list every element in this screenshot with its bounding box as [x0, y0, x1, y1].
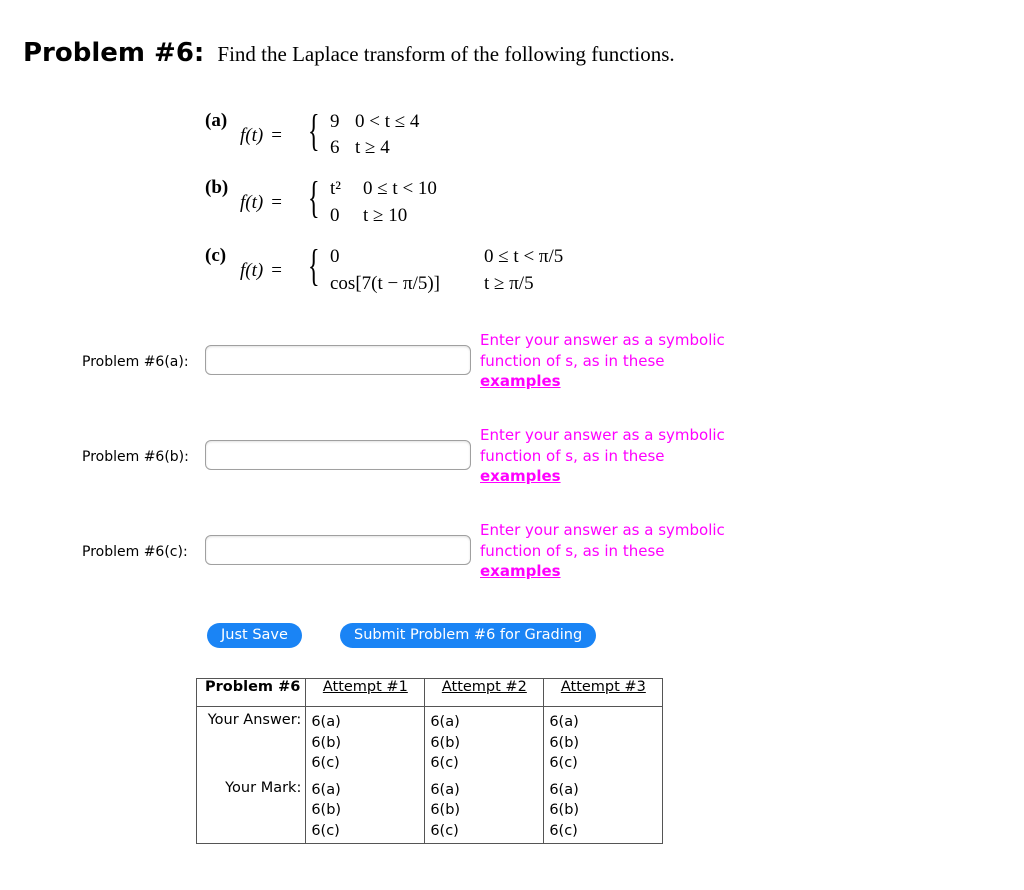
left-brace: {	[308, 106, 320, 155]
table-header-problem: Problem #6	[197, 679, 306, 707]
left-brace: {	[308, 241, 320, 290]
submit-grading-button[interactable]: Submit Problem #6 for Grading	[340, 623, 596, 648]
examples-link[interactable]: examples	[480, 562, 561, 580]
function-name: f(t) =	[240, 260, 282, 281]
attempt-1-answers: 6(a) 6(b) 6(c)	[306, 707, 425, 780]
problem-statement: Find the Laplace transform of the following functions.	[217, 42, 675, 66]
case-row: 6 t ≥ 4	[330, 137, 390, 158]
answer-label-b: Problem #6(b):	[82, 449, 189, 465]
answer-hint-c: Enter your answer as a symbolic function of s, as in these examples	[480, 521, 725, 580]
case-row: 9 0 < t ≤ 4	[330, 111, 420, 132]
attempt-1-header	[306, 679, 425, 707]
your-mark-label: Your Mark:	[197, 780, 306, 844]
attempt-2-answers: 6(a) 6(b) 6(c)	[425, 707, 544, 780]
left-brace: {	[308, 173, 320, 222]
case-row: cos[7(t − π/5)] t ≥ π/5	[330, 273, 534, 294]
attempt-1-marks: 6(a) 6(b) 6(c)	[306, 780, 425, 844]
examples-link[interactable]: examples	[480, 467, 561, 485]
table-row	[197, 707, 663, 780]
case-row: t² 0 ≤ t < 10	[330, 178, 437, 199]
problem-number: Problem #6:	[23, 38, 205, 68]
answer-input-a[interactable]	[205, 345, 471, 375]
answer-input-b[interactable]	[205, 440, 471, 470]
part-label: (a)	[205, 110, 228, 131]
attempts-table	[196, 678, 663, 844]
attempt-3-answers: 6(a) 6(b) 6(c)	[544, 707, 663, 780]
answer-label-a: Problem #6(a):	[82, 354, 189, 370]
attempt-2-header	[425, 679, 544, 707]
part-label: (c)	[205, 245, 227, 266]
just-save-button[interactable]: Just Save	[207, 623, 302, 648]
case-row: 0 t ≥ 10	[330, 205, 408, 226]
attempt-3-header	[544, 679, 663, 707]
attempt-2-marks: 6(a) 6(b) 6(c)	[425, 780, 544, 844]
table-row	[197, 780, 663, 844]
examples-link[interactable]: examples	[480, 372, 561, 390]
function-name: f(t) =	[240, 192, 282, 213]
attempt-2-link[interactable]: Attempt #2	[441, 679, 527, 695]
answer-input-c[interactable]	[205, 535, 471, 565]
attempt-3-marks: 6(a) 6(b) 6(c)	[544, 780, 663, 844]
attempt-3-link[interactable]: Attempt #3	[560, 679, 646, 695]
answer-hint-a: Enter your answer as a symbolic function of s, as in these examples	[480, 331, 725, 390]
attempt-1-link[interactable]: Attempt #1	[322, 679, 408, 695]
problem-heading	[23, 38, 675, 68]
function-name: f(t) =	[240, 125, 282, 146]
your-answer-label: Your Answer:	[197, 707, 306, 780]
part-label: (b)	[205, 177, 229, 198]
answer-hint-b: Enter your answer as a symbolic function of s, as in these examples	[480, 426, 725, 485]
case-row: 0 0 ≤ t < π/5	[330, 246, 564, 267]
answer-label-c: Problem #6(c):	[82, 544, 188, 560]
